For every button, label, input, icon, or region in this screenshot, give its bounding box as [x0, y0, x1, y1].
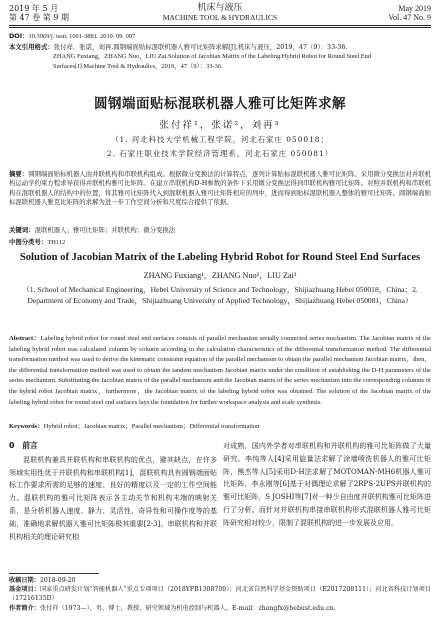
- abstract-cn-label: 摘要：: [9, 170, 29, 178]
- fund-text: 国家重点研发计划“智能机器人”重点专项项目（2018YFB1308700）；河北省自然科学基金资助项目（E2017208111）；河北省科技计划项目（17216135D）: [9, 586, 431, 603]
- body-paragraph-left: 混联机构兼具并联机构和串联机构的优点，避其缺点，在许多领域实用性优于并联机构和串联机构[1]，混联机构具有圆钢端面贴标工作要求所需的足够的速度、良好的精度以及一定的工作空间能力。混联机构的雅可比矩阵表示各主动关节和机构末端的映射关系，是分析机器人速度、静力、灵活性、奇异性和可操作度等的基础，准确地求解机器人雅可比矩阵极其重要[2-3]。串联机构和并联机构相关的理论研究相: [9, 455, 217, 541]
- citation-en-line-1: ZHANG Fuxiang，ZHANG Nuo，LIU Zai.Solution of Jacobian Matrix of the Labeling Hybrid Robot for Round Steel End: [53, 53, 372, 60]
- header-volume-cn: 第 47 卷 第 9 期: [9, 13, 69, 22]
- title-en: Solution of Jacobian Matrix of the Labeling Hybrid Robot for Round Steel End Surfaces: [19, 252, 421, 263]
- footnote-received: [9, 576, 431, 585]
- header-right: [388, 4, 431, 22]
- abstract-en: [9, 334, 431, 408]
- body-column-left: [9, 440, 217, 543]
- header-rule-thin: [9, 27, 431, 28]
- abstract-cn-text: 圆钢端面贴标机器人由并联机构和串联机构组成。根据微分变换法的计算特点，逐列计算贴标混联机器人雅可比矩阵。采用微分变换法对并联机构运动学约束方程求导获得并联机构雅可比矩阵。在建立串联机构D-H参数的条件下采用微分变换法得到串联机构雅可比矩阵。对照并联机构和串联机构在混联机器人的结构中的位置，将其雅可比矩阵代入到混联机器人雅可比矩阵相应的列中，进而得到贴标混联机器人整体的雅可比矩阵。圆钢端面贴标混联机器人雅克比矩阵的求解为进一步工作空间分析和尺度综合提供了依据。: [9, 170, 432, 206]
- fund-label: 基金项目：: [9, 586, 40, 594]
- affiliation-en: （1. School of Mechanical Engineering，Hebei University of Science and Technology，Shijiazhuang Hebei 050018，China；2. Department of Economy and Trade，Shijiazhuang University of Applied Technology，Shijiazhuang Hebei 050081，China）: [22, 285, 418, 305]
- authors-en: ZHANG Fuxiang¹，ZHANG Nuo²，LIU Zai³: [143, 271, 297, 280]
- received-label: 收稿日期：: [9, 577, 40, 584]
- header-center: [9, 4, 431, 22]
- keywords-cn-label: 关键词：: [9, 226, 35, 234]
- abstract-cn: [9, 170, 431, 207]
- received-date: 2018-09-20: [39, 577, 76, 584]
- header-date-cn: 2019 年 5 月: [9, 4, 59, 13]
- citation-cn-line: [9, 42, 431, 52]
- body-paragraph-right: 对成熟，国内外学者对串联机构和并联机构的雅可比矩阵做了大量研究。李纯等人[4]采用旋量法求解了涂墙喷洗机器人的雅可比矩阵，熊杰等人[5]采用D-H法求解了MOTOMAN-MH6机器人雅可比矩阵，李永刚等[6]基于对偶理论求解了2RPS-2UPS并联机构的雅可比矩阵，S JOSHI等[7]对一种少自由度并联机构雅可比矩阵进行了分析。而针对并联机构串接串联机构形式混联机器人雅可比矩阵研究相对较少，限制了混联机构的进一步发展及应用。: [223, 442, 431, 527]
- clc-line: [9, 238, 65, 247]
- body-column-right: [223, 440, 431, 530]
- header-rule-thick: [9, 25, 431, 26]
- author-bio-label: 作者简介：: [9, 604, 40, 612]
- header-volume-en: Vol. 47 No. 9: [388, 13, 431, 22]
- keywords-en: [9, 421, 431, 430]
- doi-value[interactable]: 10.3969/j. issn. 1001-3881. 2019. 09. 007: [28, 33, 136, 40]
- section-heading-intro: 0 前言: [9, 441, 38, 450]
- abstract-en-text: Labeling hybrid robot for round steel end surfaces consists of parallel mechanism serially connected series mechanism. The Jacobian matrix of the labeling hybrid robot was calculated column by column according to the calculation characteristics of the differential transformation method. The differential transformation method was used to derive the kinematic constraint equation of the parallel mechanism to obtain the parallel mechanism Jacobian matrix，then，the differential transformation method was used to obtain the tandem mechanism Jacobian matrix under the condition of establishing the D-H parameters of the series mechanism. Substituting the Jacobian matrix of the parallel mechanism and the Jacobian matrix of the series mechanism into the corresponding columns of the hybrid robot Jacobian matrix，furthermore，the Jacobian matrix of the labeling hybrid robot was obtained. The solution of the Jacobian matrix of the labeling hybrid robot for round steel end surfaces lays the foundation for further workspace analysis and scale synthesis.: [9, 335, 431, 406]
- footnote-rule: [9, 573, 99, 574]
- authors-cn: 张付祥¹，张诺²，刘再³: [159, 120, 281, 131]
- footnotes: [9, 576, 431, 613]
- citation-cn: 张付祥，张诺，刘再.圆钢端面贴标混联机器人雅可比矩阵求解[J].机床与液压，2019，47（9）：33-36.: [53, 43, 348, 51]
- citation-en-line-2: Surfaces[J].Machine Tool & Hydraulics，2019，47（9）：33-36.: [53, 63, 223, 70]
- clc-value: TH112: [47, 239, 66, 246]
- running-header: [9, 3, 431, 25]
- abstract-en-label: Abstract：: [9, 335, 41, 342]
- header-journal-cn: 机床与液压: [197, 3, 243, 13]
- keywords-cn-text: 混联机器人；雅可比矩阵；并联机构；微分变换法: [34, 226, 176, 234]
- title-cn: 圆钢端面贴标混联机器人雅可比矩阵求解: [94, 96, 346, 112]
- clc-label: 中图分类号：: [9, 238, 48, 246]
- affiliation-cn-1: （1. 河北科技大学机械工程学院，河北石家庄 050018；: [111, 135, 329, 144]
- footnote-fund: [9, 585, 431, 603]
- author-bio-text: 张付祥（1973—），男，博士，教授，研究领域为机电控制与机器人。E-mail：zhangfx@hebust.edu.cn。: [39, 604, 340, 612]
- keywords-en-text: Hybrid robot；Jacobian matrix；Parallel mechanism；Differential transformation: [43, 423, 260, 430]
- doi-label: DOI：: [9, 32, 29, 40]
- header-journal-en: MACHINE TOOL & HYDRAULICS: [162, 13, 278, 22]
- keywords-cn: [9, 226, 175, 235]
- citation-label: 本文引用格式：: [9, 43, 54, 51]
- header-date-en: May 2019: [398, 4, 431, 13]
- affiliation-cn-2: 2. 石家庄职业技术学院经济管理系，河北石家庄 050081）: [106, 149, 334, 158]
- doi-line: [9, 31, 431, 42]
- article-meta: [9, 31, 431, 72]
- keywords-en-label: Keywords：: [9, 423, 44, 430]
- footnote-author: [9, 604, 431, 613]
